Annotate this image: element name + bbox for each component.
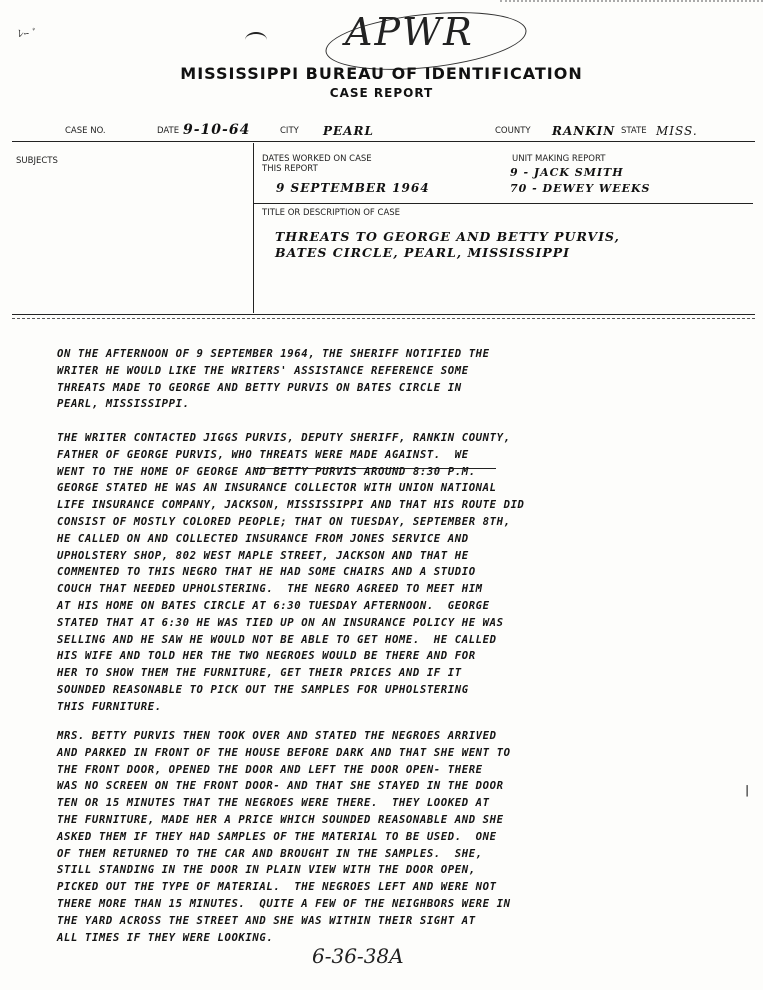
unit-1: 9 - JACK SMITH xyxy=(510,166,624,179)
text-line: UPHOLSTERY SHOP, 802 WEST MAPLE STREET, JACKSON AND THAT HE xyxy=(57,549,469,562)
state-value: MISS. xyxy=(656,124,698,138)
text-line: ASKED THEM IF THEY HAD SAMPLES OF THE MATERIAL TO BE USED. ONE xyxy=(57,830,497,843)
text-line: THERE MORE THAN 15 MINUTES. QUITE A FEW OF THE NEIGHBORS WERE IN xyxy=(57,897,511,910)
text-line: HER TO SHOW THEM THE FURNITURE, GET THEIR PRICES AND IF IT xyxy=(57,667,462,680)
text-line: WRITER HE WOULD LIKE THE WRITERS' ASSISTANCE REFERENCE SOME xyxy=(57,364,469,377)
text-line: THE FURNITURE, MADE HER A PRICE WHICH SOUNDED REASONABLE AND SHE xyxy=(57,813,504,826)
top-dotted-edge xyxy=(500,0,763,4)
text-line: TEN OR 15 MINUTES THAT THE NEGROES WERE THERE. THEY LOOKED AT xyxy=(57,797,490,810)
text-line: WAS NO SCREEN ON THE FRONT DOOR- AND THAT SHE STAYED IN THE DOOR xyxy=(57,780,504,793)
text-line: THREATS MADE TO GEORGE AND BETTY PURVIS ON BATES CIRCLE IN xyxy=(57,381,462,394)
paragraph-2 xyxy=(57,430,747,716)
text-line: ALL TIMES IF THEY WERE LOOKING. xyxy=(57,931,274,944)
header-rule xyxy=(12,141,755,142)
title-label: TITLE OR DESCRIPTION OF CASE xyxy=(262,208,401,218)
text-line: THIS FURNITURE. xyxy=(57,700,162,713)
text-line: COMMENTED TO THIS NEGRO THAT HE HAD SOME CHAIRS AND A STUDIO xyxy=(57,566,476,579)
body-top-rule xyxy=(12,314,755,315)
unit-2: 70 - DEWEY WEEKS xyxy=(510,182,651,195)
body-top-rule-2 xyxy=(12,318,755,319)
underline-names xyxy=(254,468,496,469)
dates-worked-value: 9 SEPTEMBER 1964 xyxy=(276,181,430,195)
case-no-label: CASE NO. xyxy=(65,126,106,136)
city-label: CITY xyxy=(280,126,299,136)
text-line: MRS. BETTY PURVIS THEN TOOK OVER AND STATED THE NEGROES ARRIVED xyxy=(57,730,497,742)
unit-label: UNIT MAKING REPORT xyxy=(512,154,606,164)
document-number: 6-36-38A xyxy=(312,944,404,968)
text-line: AND PARKED IN FRONT OF THE HOUSE BEFORE DARK AND THAT SHE WENT TO xyxy=(57,746,511,759)
dates-worked-label-1: DATES WORKED ON CASE xyxy=(262,154,372,164)
date-value: 9-10-64 xyxy=(183,122,251,138)
city-value: PEARL xyxy=(323,124,374,138)
subjects-label: SUBJECTS xyxy=(16,156,58,166)
text-line: CONSIST OF MOSTLY COLORED PEOPLE; THAT ON TUESDAY, SEPTEMBER 8TH, xyxy=(57,515,511,528)
corner-mark: ﾚｰ ﾞ xyxy=(18,27,38,40)
handwritten-stamp: APWR xyxy=(345,10,474,54)
text-line: GEORGE STATED HE WAS AN INSURANCE COLLECTOR WITH UNION NATIONAL xyxy=(57,482,497,495)
paragraph-1 xyxy=(57,346,747,413)
form-title: CASE REPORT xyxy=(329,86,434,100)
text-line: PEARL, MISSISSIPPI. xyxy=(57,398,190,411)
text-line: THE YARD ACROSS THE STREET AND SHE WAS WITHIN THEIR SIGHT AT xyxy=(57,914,476,927)
title-rule xyxy=(253,203,753,204)
handwritten-arc xyxy=(245,32,267,48)
column-divider xyxy=(253,143,254,313)
paragraph-3 xyxy=(57,728,747,946)
text-line: LIFE INSURANCE COMPANY, JACKSON, MISSISSIPPI AND THAT HIS ROUTE DID xyxy=(57,499,525,512)
margin-mark: ❘ xyxy=(743,783,752,799)
title-line-2: BATES CIRCLE, PEARL, MISSISSIPPI xyxy=(275,245,571,260)
county-value: RANKIN xyxy=(552,124,616,138)
text-line: SOUNDED REASONABLE TO PICK OUT THE SAMPLES FOR UPHOLSTERING xyxy=(57,683,469,696)
text-line: THE WRITER CONTACTED JIGGS PURVIS, DEPUTY SHERIFF, RANKIN COUNTY, xyxy=(57,432,511,444)
text-line: WENT TO THE HOME OF GEORGE AND BETTY PURVIS AROUND 8:30 P.M. xyxy=(57,465,476,478)
text-line: STILL STANDING IN THE DOOR IN PLAIN VIEW WITH THE DOOR OPEN, xyxy=(57,864,476,877)
state-label: STATE xyxy=(621,126,647,136)
dates-worked-label-2: THIS REPORT xyxy=(262,164,318,174)
text-line: ON THE AFTERNOON OF 9 SEPTEMBER 1964, THE SHERIFF NOTIFIED THE xyxy=(57,348,490,360)
text-line: SELLING AND HE SAW HE WOULD NOT BE ABLE TO GET HOME. HE CALLED xyxy=(57,633,497,646)
text-line: THE FRONT DOOR, OPENED THE DOOR AND LEFT THE DOOR OPEN- THERE xyxy=(57,763,483,776)
text-line: FATHER OF GEORGE PURVIS, WHO THREATS WERE MADE AGAINST. WE xyxy=(57,448,469,461)
text-line: HE CALLED ON AND COLLECTED INSURANCE FROM JONES SERVICE AND xyxy=(57,532,469,545)
date-label: DATE xyxy=(157,126,180,136)
county-label: COUNTY xyxy=(495,126,531,136)
text-line: AT HIS HOME ON BATES CIRCLE AT 6:30 TUESDAY AFTERNOON. GEORGE xyxy=(57,599,490,612)
text-line: PICKED OUT THE TYPE OF MATERIAL. THE NEGROES LEFT AND WERE NOT xyxy=(57,881,497,894)
agency-name: MISSISSIPPI BUREAU OF IDENTIFICATION xyxy=(180,64,583,83)
text-line: OF THEM RETURNED TO THE CAR AND BROUGHT IN THE SAMPLES. SHE, xyxy=(57,847,483,860)
title-line-1: THREATS TO GEORGE AND BETTY PURVIS, xyxy=(275,229,620,244)
text-line: HIS WIFE AND TOLD HER THE TWO NEGROES WOULD BE THERE AND FOR xyxy=(57,650,476,663)
text-line: COUCH THAT NEEDED UPHOLSTERING. THE NEGRO AGREED TO MEET HIM xyxy=(57,583,483,596)
text-line: STATED THAT AT 6:30 HE WAS TIED UP ON AN INSURANCE POLICY HE WAS xyxy=(57,616,504,629)
